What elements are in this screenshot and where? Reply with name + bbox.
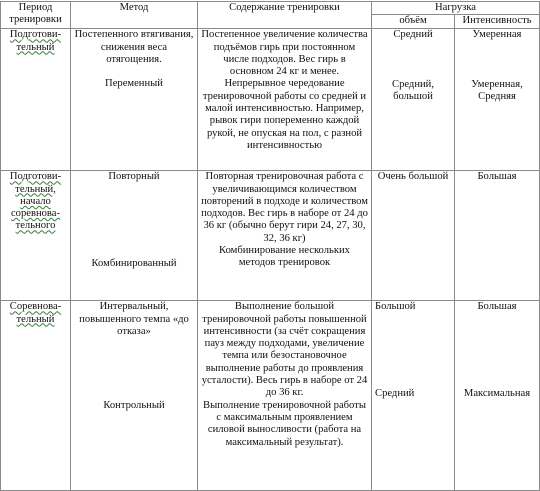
training-table [0, 1, 540, 491]
content-cell [198, 301, 372, 491]
header-period: Период тренировки [1, 2, 71, 29]
period-label: Подготови-тельный [9, 29, 62, 53]
intensity-cell [455, 29, 540, 171]
volume-secondary: Средний [375, 387, 415, 399]
volume-secondary: Средний, большой [392, 78, 434, 102]
method-primary: Интервальный, повышенного темпа «до отказа» [79, 301, 189, 337]
period-cell [1, 171, 71, 301]
content-secondary: Выполнение тренировочной работы с максимальным проявлением силовой выносливости (работа на максимальный результат). [203, 399, 366, 448]
header-content: Содержание тренировки [198, 2, 372, 29]
header-row [1, 2, 540, 15]
content-primary: Выполнение большой тренировочной работы повышенной интенсивности (за счёт сокращения пауз между подходами, увеличение темпа или безостановочное выполнение работы до проявления усталости). Весь гирь в наборе от 24 до 36 кг. [201, 301, 368, 399]
period-cell [1, 29, 71, 171]
intensity-primary: Умеренная [472, 29, 522, 41]
method-primary: Постепенного втягивания, снижения веса отягощения. [74, 29, 194, 65]
content-secondary: Непрерывное чередование тренировочной работы со средней и малой интенсивностью. Например, рывок гири попеременно каждой рукой, не опуская на пол, с разной интенсивностью [202, 78, 367, 151]
header-volume: объём [372, 15, 455, 29]
header-method: Метод [71, 2, 198, 29]
method-secondary: Комбинированный [91, 257, 177, 269]
content-primary: Повторная тренировочная работа с увеличивающимся количеством повторений в подходе и количеством подходов. Вес гирь в наборе от 24 до 36 кг (обычно берут гири 24, 27, 30, 32, 36 кг) [201, 171, 368, 244]
table-row [1, 301, 540, 491]
content-cell [198, 171, 372, 301]
content-secondary: Комбинирование нескольких методов тренировок [219, 245, 350, 269]
period-label: Соревнова-тельный [9, 301, 62, 325]
intensity-secondary: Максимальная [463, 387, 531, 399]
volume-cell [372, 301, 455, 491]
intensity-primary: Большая [477, 171, 517, 183]
method-secondary: Контрольный [103, 400, 165, 412]
table-row [1, 29, 540, 171]
method-cell [71, 301, 198, 491]
content-primary: Постепенное увеличение количества подъёмов гирь при постоянном числе подходов. Вес гирь в основном 24 кг и менее. [201, 29, 368, 78]
content-cell [198, 29, 372, 171]
volume-primary: Большой [375, 301, 416, 313]
intensity-primary: Большая [477, 301, 517, 313]
method-primary: Повторный [108, 171, 160, 183]
intensity-secondary: Умеренная, Средняя [471, 78, 523, 102]
table-row [1, 171, 540, 301]
method-cell [71, 171, 198, 301]
intensity-cell [455, 301, 540, 491]
header-load: Нагрузка [372, 2, 540, 15]
method-secondary: Переменный [105, 78, 163, 90]
period-cell [1, 301, 71, 491]
method-cell [71, 29, 198, 171]
header-intensity: Интенсивность [455, 15, 540, 29]
period-label: Подготови-тельный, начало соревнова-тельного [9, 171, 62, 232]
intensity-cell [455, 171, 540, 301]
volume-cell [372, 29, 455, 171]
volume-primary: Средний [393, 29, 433, 41]
volume-cell [372, 171, 455, 301]
volume-primary: Очень большой [377, 171, 449, 183]
